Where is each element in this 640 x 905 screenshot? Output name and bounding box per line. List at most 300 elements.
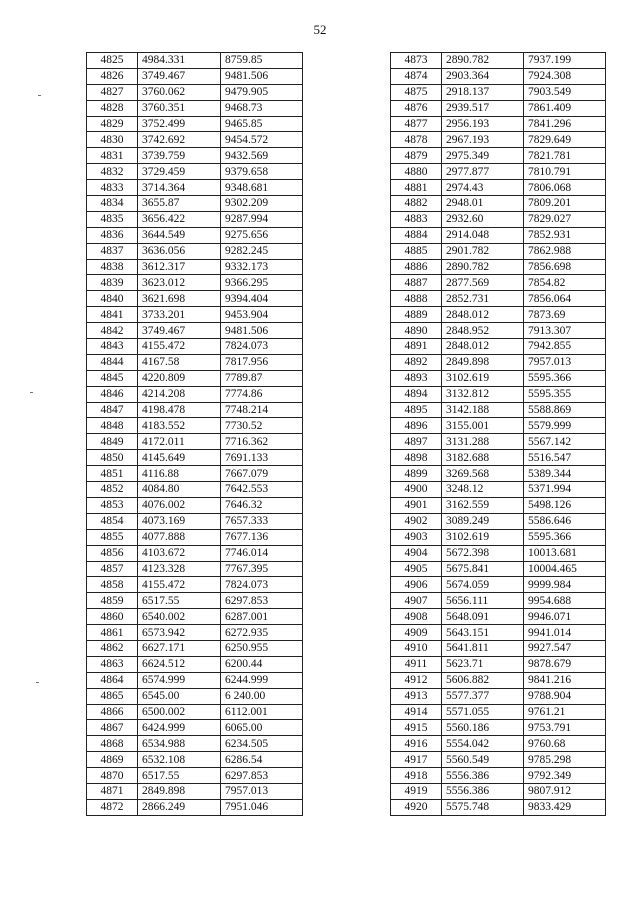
- x-coordinate-cell: 2849.898: [442, 354, 524, 370]
- table-row: [391, 545, 606, 561]
- table-row: [87, 799, 303, 815]
- table-row: [391, 211, 606, 227]
- table-row: [391, 513, 606, 529]
- x-coordinate-cell: 3739.759: [138, 148, 221, 164]
- x-coordinate-cell: 3714.364: [138, 180, 221, 196]
- x-coordinate-cell: 6624.512: [138, 656, 221, 672]
- x-coordinate-cell: 4183.552: [138, 418, 221, 434]
- x-coordinate-cell: 3636.056: [138, 243, 221, 259]
- x-coordinate-cell: 3752.499: [138, 116, 221, 132]
- table-row: [87, 656, 303, 672]
- point-number-cell: 4915: [391, 720, 442, 736]
- x-coordinate-cell: 2967.193: [442, 132, 524, 148]
- x-coordinate-cell: 4123.328: [138, 561, 221, 577]
- x-coordinate-cell: 4103.672: [138, 545, 221, 561]
- point-number-cell: 4887: [391, 275, 442, 291]
- table-row: [391, 577, 606, 593]
- point-number-cell: 4913: [391, 688, 442, 704]
- point-number-cell: 4826: [87, 68, 138, 84]
- point-number-cell: 4903: [391, 529, 442, 545]
- y-coordinate-cell: 9946.071: [524, 609, 606, 625]
- y-coordinate-cell: 9833.429: [524, 799, 606, 815]
- x-coordinate-cell: 6545.00: [138, 688, 221, 704]
- point-number-cell: 4881: [391, 180, 442, 196]
- table-row: [87, 259, 303, 275]
- x-coordinate-cell: 2939.517: [442, 100, 524, 116]
- x-coordinate-cell: 3760.062: [138, 84, 221, 100]
- table-row: [87, 354, 303, 370]
- y-coordinate-cell: 7821.781: [524, 148, 606, 164]
- y-coordinate-cell: 6272.935: [221, 625, 303, 641]
- y-coordinate-cell: 5389.344: [524, 466, 606, 482]
- x-coordinate-cell: 5577.377: [442, 688, 524, 704]
- table-row: [391, 704, 606, 720]
- point-number-cell: 4848: [87, 418, 138, 434]
- table-row: [87, 593, 303, 609]
- table-row: [391, 434, 606, 450]
- x-coordinate-cell: 2918.137: [442, 84, 524, 100]
- table-row: [391, 640, 606, 656]
- x-coordinate-cell: 3269.568: [442, 466, 524, 482]
- x-coordinate-cell: 3102.619: [442, 529, 524, 545]
- y-coordinate-cell: 7789.87: [221, 370, 303, 386]
- point-number-cell: 4839: [87, 275, 138, 291]
- point-number-cell: 4910: [391, 640, 442, 656]
- x-coordinate-cell: 3621.698: [138, 291, 221, 307]
- table-row: [391, 164, 606, 180]
- y-coordinate-cell: 6065.00: [221, 720, 303, 736]
- point-number-cell: 4908: [391, 609, 442, 625]
- y-coordinate-cell: 10013.681: [524, 545, 606, 561]
- table-row: [391, 386, 606, 402]
- y-coordinate-cell: 9479.905: [221, 84, 303, 100]
- x-coordinate-cell: 2848.012: [442, 307, 524, 323]
- y-coordinate-cell: 5595.366: [524, 370, 606, 386]
- x-coordinate-cell: 2877.569: [442, 275, 524, 291]
- x-coordinate-cell: 5648.091: [442, 609, 524, 625]
- point-number-cell: 4905: [391, 561, 442, 577]
- x-coordinate-cell: 6540.002: [138, 609, 221, 625]
- x-coordinate-cell: 3656.422: [138, 211, 221, 227]
- point-number-cell: 4845: [87, 370, 138, 386]
- point-number-cell: 4897: [391, 434, 442, 450]
- table-row: [391, 100, 606, 116]
- point-number-cell: 4854: [87, 513, 138, 529]
- y-coordinate-cell: 9468.73: [221, 100, 303, 116]
- point-number-cell: 4857: [87, 561, 138, 577]
- point-number-cell: 4862: [87, 640, 138, 656]
- table-row: [391, 418, 606, 434]
- y-coordinate-cell: 5595.355: [524, 386, 606, 402]
- y-coordinate-cell: 7937.199: [524, 53, 606, 69]
- x-coordinate-cell: 5606.882: [442, 672, 524, 688]
- point-number-cell: 4851: [87, 466, 138, 482]
- table-row: [87, 84, 303, 100]
- x-coordinate-cell: 4077.888: [138, 529, 221, 545]
- y-coordinate-cell: 7817.956: [221, 354, 303, 370]
- point-number-cell: 4849: [87, 434, 138, 450]
- y-coordinate-cell: 7873.69: [524, 307, 606, 323]
- point-number-cell: 4904: [391, 545, 442, 561]
- x-coordinate-cell: 6500.002: [138, 704, 221, 720]
- x-coordinate-cell: 5643.151: [442, 625, 524, 641]
- x-coordinate-cell: 2914.048: [442, 227, 524, 243]
- point-number-cell: 4914: [391, 704, 442, 720]
- x-coordinate-cell: 5672.398: [442, 545, 524, 561]
- y-coordinate-cell: 7852.931: [524, 227, 606, 243]
- x-coordinate-cell: 3729.459: [138, 164, 221, 180]
- table-row: [87, 768, 303, 784]
- point-number-cell: 4888: [391, 291, 442, 307]
- point-number-cell: 4861: [87, 625, 138, 641]
- y-coordinate-cell: 9841.216: [524, 672, 606, 688]
- page-number: 52: [313, 22, 327, 37]
- point-number-cell: 4841: [87, 307, 138, 323]
- y-coordinate-cell: 9394.404: [221, 291, 303, 307]
- y-coordinate-cell: 9302.209: [221, 196, 303, 212]
- y-coordinate-cell: 9282.245: [221, 243, 303, 259]
- table-row: [391, 656, 606, 672]
- table-row: [391, 116, 606, 132]
- y-coordinate-cell: 7829.649: [524, 132, 606, 148]
- x-coordinate-cell: 4084.80: [138, 482, 221, 498]
- x-coordinate-cell: 3132.812: [442, 386, 524, 402]
- x-coordinate-cell: 5554.042: [442, 736, 524, 752]
- x-coordinate-cell: 3131.288: [442, 434, 524, 450]
- y-coordinate-cell: 7642.553: [221, 482, 303, 498]
- point-number-cell: 4870: [87, 768, 138, 784]
- point-number-cell: 4827: [87, 84, 138, 100]
- x-coordinate-cell: 3749.467: [138, 68, 221, 84]
- y-coordinate-cell: 6287.001: [221, 609, 303, 625]
- y-coordinate-cell: 6 240.00: [221, 688, 303, 704]
- point-number-cell: 4876: [391, 100, 442, 116]
- table-row: [87, 211, 303, 227]
- x-coordinate-cell: 2903.364: [442, 68, 524, 84]
- table-row: [87, 736, 303, 752]
- point-number-cell: 4889: [391, 307, 442, 323]
- table-row: [391, 227, 606, 243]
- table-row: [391, 132, 606, 148]
- x-coordinate-cell: 6424.999: [138, 720, 221, 736]
- y-coordinate-cell: 5595.366: [524, 529, 606, 545]
- point-number-cell: 4852: [87, 482, 138, 498]
- table-row: [391, 625, 606, 641]
- y-coordinate-cell: 9788.904: [524, 688, 606, 704]
- point-number-cell: 4879: [391, 148, 442, 164]
- table-row: [391, 402, 606, 418]
- table-row: [391, 291, 606, 307]
- point-number-cell: 4869: [87, 752, 138, 768]
- table-row: [87, 450, 303, 466]
- table-row: [87, 466, 303, 482]
- table-row: [87, 243, 303, 259]
- table-row: [391, 466, 606, 482]
- table-row: [87, 164, 303, 180]
- table-row: [391, 609, 606, 625]
- x-coordinate-cell: 3102.619: [442, 370, 524, 386]
- point-number-cell: 4911: [391, 656, 442, 672]
- table-row: [391, 53, 606, 69]
- y-coordinate-cell: 9761.21: [524, 704, 606, 720]
- table-row: [391, 323, 606, 339]
- x-coordinate-cell: 2948.01: [442, 196, 524, 212]
- y-coordinate-cell: 9941.014: [524, 625, 606, 641]
- table-row: [87, 720, 303, 736]
- point-number-cell: 4842: [87, 323, 138, 339]
- point-number-cell: 4825: [87, 53, 138, 69]
- y-coordinate-cell: 9927.547: [524, 640, 606, 656]
- y-coordinate-cell: 9275.656: [221, 227, 303, 243]
- point-number-cell: 4866: [87, 704, 138, 720]
- table-row: [391, 370, 606, 386]
- table-row: [87, 196, 303, 212]
- y-coordinate-cell: 7774.86: [221, 386, 303, 402]
- y-coordinate-cell: 9481.506: [221, 323, 303, 339]
- table-row: [87, 752, 303, 768]
- table-row: [87, 180, 303, 196]
- x-coordinate-cell: 3733.201: [138, 307, 221, 323]
- table-row: [391, 497, 606, 513]
- point-number-cell: 4890: [391, 323, 442, 339]
- point-number-cell: 4871: [87, 783, 138, 799]
- x-coordinate-cell: 3760.351: [138, 100, 221, 116]
- table-row: [391, 275, 606, 291]
- x-coordinate-cell: 5641.811: [442, 640, 524, 656]
- table-row: [87, 275, 303, 291]
- point-number-cell: 4896: [391, 418, 442, 434]
- y-coordinate-cell: 7730.52: [221, 418, 303, 434]
- table-row: [391, 593, 606, 609]
- x-coordinate-cell: 4076.002: [138, 497, 221, 513]
- y-coordinate-cell: 7767.395: [221, 561, 303, 577]
- y-coordinate-cell: 7924.308: [524, 68, 606, 84]
- y-coordinate-cell: 7957.013: [221, 783, 303, 799]
- table-row: [391, 529, 606, 545]
- point-number-cell: 4863: [87, 656, 138, 672]
- y-coordinate-cell: 5498.126: [524, 497, 606, 513]
- y-coordinate-cell: 7957.013: [524, 354, 606, 370]
- y-coordinate-cell: 9454.572: [221, 132, 303, 148]
- table-row: [87, 227, 303, 243]
- y-coordinate-cell: 9999.984: [524, 577, 606, 593]
- y-coordinate-cell: 6297.853: [221, 768, 303, 784]
- table-row: [87, 370, 303, 386]
- x-coordinate-cell: 5656.111: [442, 593, 524, 609]
- point-number-cell: 4900: [391, 482, 442, 498]
- y-coordinate-cell: 9332.173: [221, 259, 303, 275]
- y-coordinate-cell: 9287.994: [221, 211, 303, 227]
- table-row: [391, 752, 606, 768]
- x-coordinate-cell: 5560.549: [442, 752, 524, 768]
- point-number-cell: 4873: [391, 53, 442, 69]
- point-number-cell: 4838: [87, 259, 138, 275]
- x-coordinate-cell: 2890.782: [442, 53, 524, 69]
- point-number-cell: 4844: [87, 354, 138, 370]
- x-coordinate-cell: 6573.942: [138, 625, 221, 641]
- point-number-cell: 4899: [391, 466, 442, 482]
- point-number-cell: 4858: [87, 577, 138, 593]
- x-coordinate-cell: 3182.688: [442, 450, 524, 466]
- point-number-cell: 4909: [391, 625, 442, 641]
- y-coordinate-cell: 7806.068: [524, 180, 606, 196]
- x-coordinate-cell: 4155.472: [138, 339, 221, 355]
- table-row: [87, 513, 303, 529]
- point-number-cell: 4895: [391, 402, 442, 418]
- y-coordinate-cell: 7951.046: [221, 799, 303, 815]
- table-row: [391, 307, 606, 323]
- point-number-cell: 4846: [87, 386, 138, 402]
- point-number-cell: 4877: [391, 116, 442, 132]
- x-coordinate-cell: 6574.999: [138, 672, 221, 688]
- x-coordinate-cell: 2901.782: [442, 243, 524, 259]
- coordinates-table-right: [390, 52, 606, 816]
- x-coordinate-cell: 4214.208: [138, 386, 221, 402]
- table-row: [391, 736, 606, 752]
- point-number-cell: 4894: [391, 386, 442, 402]
- point-number-cell: 4917: [391, 752, 442, 768]
- y-coordinate-cell: 7657.333: [221, 513, 303, 529]
- point-number-cell: 4864: [87, 672, 138, 688]
- table-row: [87, 672, 303, 688]
- x-coordinate-cell: 6532.108: [138, 752, 221, 768]
- y-coordinate-cell: 6234.505: [221, 736, 303, 752]
- scan-mark: [30, 392, 33, 393]
- y-coordinate-cell: 8759.85: [221, 53, 303, 69]
- point-number-cell: 4856: [87, 545, 138, 561]
- point-number-cell: 4860: [87, 609, 138, 625]
- point-number-cell: 4859: [87, 593, 138, 609]
- point-number-cell: 4832: [87, 164, 138, 180]
- y-coordinate-cell: 7913.307: [524, 323, 606, 339]
- x-coordinate-cell: 2848.952: [442, 323, 524, 339]
- x-coordinate-cell: 2932.60: [442, 211, 524, 227]
- table-row: [391, 688, 606, 704]
- y-coordinate-cell: 6200.44: [221, 656, 303, 672]
- table-row: [391, 450, 606, 466]
- y-coordinate-cell: 9878.679: [524, 656, 606, 672]
- point-number-cell: 4833: [87, 180, 138, 196]
- x-coordinate-cell: 3248.12: [442, 482, 524, 498]
- point-number-cell: 4891: [391, 339, 442, 355]
- table-row: [391, 768, 606, 784]
- y-coordinate-cell: 7646.32: [221, 497, 303, 513]
- table-row: [87, 132, 303, 148]
- scan-mark: [36, 682, 39, 683]
- y-coordinate-cell: 7809.201: [524, 196, 606, 212]
- y-coordinate-cell: 7856.064: [524, 291, 606, 307]
- point-number-cell: 4843: [87, 339, 138, 355]
- y-coordinate-cell: 9760.68: [524, 736, 606, 752]
- y-coordinate-cell: 7841.296: [524, 116, 606, 132]
- y-coordinate-cell: 9785.298: [524, 752, 606, 768]
- point-number-cell: 4865: [87, 688, 138, 704]
- x-coordinate-cell: 2977.877: [442, 164, 524, 180]
- point-number-cell: 4907: [391, 593, 442, 609]
- y-coordinate-cell: 5586.646: [524, 513, 606, 529]
- table-row: [87, 53, 303, 69]
- x-coordinate-cell: 3749.467: [138, 323, 221, 339]
- point-number-cell: 4892: [391, 354, 442, 370]
- point-number-cell: 4912: [391, 672, 442, 688]
- table-row: [87, 323, 303, 339]
- y-coordinate-cell: 9379.658: [221, 164, 303, 180]
- y-coordinate-cell: 9366.295: [221, 275, 303, 291]
- point-number-cell: 4834: [87, 196, 138, 212]
- point-number-cell: 4916: [391, 736, 442, 752]
- y-coordinate-cell: 6244.999: [221, 672, 303, 688]
- table-row: [87, 625, 303, 641]
- point-number-cell: 4878: [391, 132, 442, 148]
- y-coordinate-cell: 7861.409: [524, 100, 606, 116]
- table-row: [87, 148, 303, 164]
- table-row: [391, 196, 606, 212]
- x-coordinate-cell: 2890.782: [442, 259, 524, 275]
- point-number-cell: 4855: [87, 529, 138, 545]
- point-number-cell: 4920: [391, 799, 442, 815]
- y-coordinate-cell: 5516.547: [524, 450, 606, 466]
- table-row: [87, 609, 303, 625]
- table-row: [87, 116, 303, 132]
- table-row: [391, 799, 606, 815]
- table-row: [391, 672, 606, 688]
- point-number-cell: 4850: [87, 450, 138, 466]
- point-number-cell: 4867: [87, 720, 138, 736]
- coordinates-table-left: [86, 52, 303, 816]
- x-coordinate-cell: 5556.386: [442, 783, 524, 799]
- x-coordinate-cell: 5556.386: [442, 768, 524, 784]
- point-number-cell: 4868: [87, 736, 138, 752]
- x-coordinate-cell: 2852.731: [442, 291, 524, 307]
- x-coordinate-cell: 5575.748: [442, 799, 524, 815]
- y-coordinate-cell: 9792.349: [524, 768, 606, 784]
- point-number-cell: 4883: [391, 211, 442, 227]
- y-coordinate-cell: 7691.133: [221, 450, 303, 466]
- x-coordinate-cell: 5623.71: [442, 656, 524, 672]
- x-coordinate-cell: 3155.001: [442, 418, 524, 434]
- table-row: [87, 640, 303, 656]
- x-coordinate-cell: 2866.249: [138, 799, 221, 815]
- point-number-cell: 4829: [87, 116, 138, 132]
- table-row: [87, 482, 303, 498]
- y-coordinate-cell: 9481.506: [221, 68, 303, 84]
- table-row: [391, 68, 606, 84]
- x-coordinate-cell: 2975.349: [442, 148, 524, 164]
- table-row: [391, 783, 606, 799]
- y-coordinate-cell: 10004.465: [524, 561, 606, 577]
- y-coordinate-cell: 7862.988: [524, 243, 606, 259]
- table-row: [391, 561, 606, 577]
- table-row: [87, 402, 303, 418]
- table-row: [87, 434, 303, 450]
- x-coordinate-cell: 3162.559: [442, 497, 524, 513]
- point-number-cell: 4847: [87, 402, 138, 418]
- point-number-cell: 4886: [391, 259, 442, 275]
- x-coordinate-cell: 3089.249: [442, 513, 524, 529]
- point-number-cell: 4902: [391, 513, 442, 529]
- table-row: [391, 259, 606, 275]
- table-row: [87, 577, 303, 593]
- y-coordinate-cell: 6297.853: [221, 593, 303, 609]
- x-coordinate-cell: 4220.809: [138, 370, 221, 386]
- x-coordinate-cell: 3623.012: [138, 275, 221, 291]
- y-coordinate-cell: 7903.549: [524, 84, 606, 100]
- x-coordinate-cell: 6517.55: [138, 768, 221, 784]
- table-row: [87, 561, 303, 577]
- table-row: [391, 243, 606, 259]
- y-coordinate-cell: 6250.955: [221, 640, 303, 656]
- table-row: [87, 497, 303, 513]
